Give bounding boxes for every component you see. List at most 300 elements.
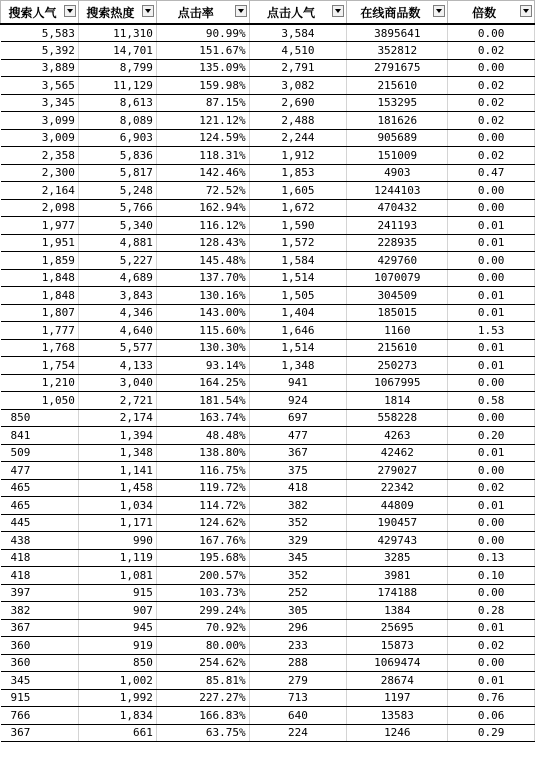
table-row [1,234,535,252]
cell-search-popularity[interactable]: 766 [1,707,79,725]
cell-click-popularity[interactable]: 367 [249,444,347,462]
cell-search-popularity[interactable]: 5,583 [1,24,79,42]
cell-multiple[interactable]: 0.00 [448,59,535,77]
cell-search-popularity[interactable]: 465 [1,497,79,515]
cell-click-popularity[interactable]: 3,082 [249,77,347,95]
cell-online-products[interactable]: 1197 [347,689,448,707]
cell-online-products[interactable]: 250273 [347,357,448,375]
table-row [1,462,535,480]
cell-search-heat[interactable]: 11,310 [78,24,156,42]
cell-click-rate[interactable]: 90.99% [156,24,249,42]
cell-search-popularity[interactable]: 2,300 [1,164,79,182]
column-header-label: 点击率 [177,5,214,20]
cell-search-popularity[interactable]: 360 [1,637,79,655]
cell-online-products[interactable]: 215610 [347,339,448,357]
filter-dropdown-icon[interactable] [520,5,532,17]
cell-search-popularity[interactable]: 841 [1,427,79,445]
column-header-label: 搜索热度 [86,5,135,20]
table-row [1,24,535,42]
cell-click-rate[interactable]: 166.83% [156,707,249,725]
cell-search-popularity[interactable]: 1,777 [1,322,79,340]
cell-click-rate[interactable]: 85.81% [156,672,249,690]
cell-online-products[interactable]: 304509 [347,287,448,305]
table-row [1,514,535,532]
cell-search-heat[interactable]: 1,119 [78,549,156,567]
cell-search-popularity[interactable]: 5,392 [1,42,79,60]
table-row [1,497,535,515]
cell-click-rate[interactable]: 114.72% [156,497,249,515]
cell-click-rate[interactable]: 121.12% [156,112,249,130]
table-row [1,77,535,95]
cell-multiple[interactable]: 0.00 [448,514,535,532]
table-body [1,24,535,742]
table-row [1,59,535,77]
cell-click-rate[interactable]: 142.46% [156,164,249,182]
cell-search-popularity[interactable]: 3,009 [1,129,79,147]
cell-search-popularity[interactable]: 1,768 [1,339,79,357]
cell-click-rate[interactable]: 93.14% [156,357,249,375]
cell-search-heat[interactable]: 5,577 [78,339,156,357]
cell-click-rate[interactable]: 80.00% [156,637,249,655]
cell-online-products[interactable]: 185015 [347,304,448,322]
cell-search-heat[interactable]: 1,992 [78,689,156,707]
cell-click-popularity[interactable]: 329 [249,532,347,550]
cell-online-products[interactable]: 3285 [347,549,448,567]
cell-multiple[interactable]: 0.01 [448,304,535,322]
table-row [1,567,535,585]
cell-multiple[interactable]: 0.00 [448,374,535,392]
cell-click-popularity[interactable]: 2,488 [249,112,347,130]
cell-multiple[interactable]: 0.01 [448,672,535,690]
cell-online-products[interactable]: 190457 [347,514,448,532]
cell-multiple[interactable]: 0.01 [448,444,535,462]
cell-online-products[interactable]: 42462 [347,444,448,462]
cell-search-heat[interactable]: 1,141 [78,462,156,480]
cell-online-products[interactable]: 905689 [347,129,448,147]
cell-multiple[interactable]: 0.06 [448,707,535,725]
table-row [1,357,535,375]
cell-search-heat[interactable]: 661 [78,724,156,742]
cell-multiple[interactable]: 0.02 [448,479,535,497]
table-row [1,304,535,322]
table-row [1,42,535,60]
column-header-search-popularity[interactable] [1,1,79,25]
column-header-label: 点击人气 [266,5,315,20]
cell-search-heat[interactable]: 5,836 [78,147,156,165]
cell-search-popularity[interactable]: 360 [1,654,79,672]
cell-click-rate[interactable]: 195.68% [156,549,249,567]
cell-multiple[interactable]: 0.20 [448,427,535,445]
cell-search-popularity[interactable]: 445 [1,514,79,532]
cell-search-heat[interactable]: 1,002 [78,672,156,690]
cell-click-popularity[interactable]: 224 [249,724,347,742]
cell-online-products[interactable]: 151009 [347,147,448,165]
cell-click-rate[interactable]: 124.59% [156,129,249,147]
cell-multiple[interactable]: 0.00 [448,24,535,42]
cell-click-rate[interactable]: 254.62% [156,654,249,672]
cell-online-products[interactable]: 1069474 [347,654,448,672]
cell-multiple[interactable]: 1.53 [448,322,535,340]
cell-online-products[interactable]: 1160 [347,322,448,340]
cell-online-products[interactable]: 28674 [347,672,448,690]
cell-multiple[interactable]: 0.01 [448,619,535,637]
cell-search-heat[interactable]: 1,034 [78,497,156,515]
cell-search-heat[interactable]: 8,613 [78,94,156,112]
cell-click-popularity[interactable]: 1,404 [249,304,347,322]
cell-multiple[interactable]: 0.01 [448,217,535,235]
cell-click-rate[interactable]: 48.48% [156,427,249,445]
cell-click-rate[interactable]: 70.92% [156,619,249,637]
cell-multiple[interactable]: 0.02 [448,77,535,95]
table-row [1,182,535,200]
table-row [1,549,535,567]
cell-click-popularity[interactable]: 477 [249,427,347,445]
cell-click-rate[interactable]: 130.16% [156,287,249,305]
cell-click-rate[interactable]: 130.30% [156,339,249,357]
cell-search-popularity[interactable]: 1,050 [1,392,79,410]
cell-search-heat[interactable]: 5,227 [78,252,156,270]
column-header-click-popularity[interactable] [249,1,347,25]
cell-click-popularity[interactable]: 2,244 [249,129,347,147]
cell-search-popularity[interactable]: 397 [1,584,79,602]
cell-multiple[interactable]: 0.00 [448,182,535,200]
cell-online-products[interactable]: 1244103 [347,182,448,200]
header-row [1,1,535,25]
cell-search-heat[interactable]: 8,089 [78,112,156,130]
table-row [1,374,535,392]
table-row [1,129,535,147]
cell-click-popularity[interactable]: 352 [249,567,347,585]
cell-click-popularity[interactable]: 1,590 [249,217,347,235]
cell-click-rate[interactable]: 63.75% [156,724,249,742]
cell-search-popularity[interactable]: 1,848 [1,269,79,287]
cell-multiple[interactable]: 0.01 [448,234,535,252]
cell-click-popularity[interactable]: 382 [249,497,347,515]
cell-search-heat[interactable]: 1,834 [78,707,156,725]
column-header-label: 搜索人气 [8,5,57,20]
cell-multiple[interactable]: 0.00 [448,654,535,672]
column-header-multiple[interactable] [448,1,535,25]
cell-click-rate[interactable]: 138.80% [156,444,249,462]
cell-online-products[interactable]: 1070079 [347,269,448,287]
cell-search-heat[interactable]: 4,640 [78,322,156,340]
cell-online-products[interactable]: 2791675 [347,59,448,77]
cell-search-heat[interactable]: 3,040 [78,374,156,392]
filter-dropdown-icon[interactable] [64,5,76,17]
cell-search-popularity[interactable]: 1,807 [1,304,79,322]
cell-click-rate[interactable]: 159.98% [156,77,249,95]
cell-multiple[interactable]: 0.00 [448,584,535,602]
cell-multiple[interactable]: 0.00 [448,532,535,550]
cell-online-products[interactable]: 352812 [347,42,448,60]
cell-online-products[interactable]: 1814 [347,392,448,410]
cell-search-popularity[interactable]: 438 [1,532,79,550]
cell-search-popularity[interactable]: 2,098 [1,199,79,217]
cell-multiple[interactable]: 0.02 [448,147,535,165]
cell-search-popularity[interactable]: 3,565 [1,77,79,95]
cell-multiple[interactable]: 0.58 [448,392,535,410]
cell-click-popularity[interactable]: 640 [249,707,347,725]
cell-click-rate[interactable]: 145.48% [156,252,249,270]
cell-click-popularity[interactable]: 1,584 [249,252,347,270]
cell-click-popularity[interactable]: 1,348 [249,357,347,375]
cell-online-products[interactable]: 25695 [347,619,448,637]
cell-click-popularity[interactable]: 252 [249,584,347,602]
cell-search-popularity[interactable]: 2,164 [1,182,79,200]
table-row [1,252,535,270]
cell-click-popularity[interactable]: 352 [249,514,347,532]
cell-multiple[interactable]: 0.02 [448,637,535,655]
filter-dropdown-icon[interactable] [433,5,445,17]
table-row [1,619,535,637]
cell-click-popularity[interactable]: 1,514 [249,269,347,287]
cell-click-popularity[interactable]: 1,605 [249,182,347,200]
table-row [1,672,535,690]
filter-dropdown-icon[interactable] [235,5,247,17]
cell-click-popularity[interactable]: 233 [249,637,347,655]
cell-click-popularity[interactable]: 375 [249,462,347,480]
cell-online-products[interactable]: 429760 [347,252,448,270]
cell-click-popularity[interactable]: 1,572 [249,234,347,252]
cell-search-heat[interactable]: 915 [78,584,156,602]
cell-online-products[interactable]: 241193 [347,217,448,235]
cell-online-products[interactable]: 13583 [347,707,448,725]
table-row [1,147,535,165]
cell-multiple[interactable]: 0.28 [448,602,535,620]
cell-search-popularity[interactable]: 367 [1,619,79,637]
cell-click-rate[interactable]: 116.12% [156,217,249,235]
cell-search-heat[interactable]: 3,843 [78,287,156,305]
table-row [1,217,535,235]
cell-search-heat[interactable]: 5,248 [78,182,156,200]
cell-online-products[interactable]: 181626 [347,112,448,130]
cell-online-products[interactable]: 153295 [347,94,448,112]
cell-multiple[interactable]: 0.02 [448,94,535,112]
cell-search-heat[interactable]: 1,348 [78,444,156,462]
cell-multiple[interactable]: 0.01 [448,497,535,515]
cell-click-rate[interactable]: 72.52% [156,182,249,200]
cell-online-products[interactable]: 15873 [347,637,448,655]
cell-search-heat[interactable]: 5,340 [78,217,156,235]
cell-multiple[interactable]: 0.10 [448,567,535,585]
cell-multiple[interactable]: 0.01 [448,357,535,375]
cell-click-popularity[interactable]: 924 [249,392,347,410]
cell-click-rate[interactable]: 162.94% [156,199,249,217]
cell-click-popularity[interactable]: 1,672 [249,199,347,217]
cell-online-products[interactable]: 1246 [347,724,448,742]
cell-click-popularity[interactable]: 713 [249,689,347,707]
cell-search-heat[interactable]: 907 [78,602,156,620]
cell-click-rate[interactable]: 137.70% [156,269,249,287]
cell-multiple[interactable]: 0.00 [448,252,535,270]
cell-search-popularity[interactable]: 509 [1,444,79,462]
cell-search-heat[interactable]: 1,171 [78,514,156,532]
cell-search-popularity[interactable]: 1,754 [1,357,79,375]
table-row [1,654,535,672]
cell-click-rate[interactable]: 124.62% [156,514,249,532]
cell-search-popularity[interactable]: 418 [1,567,79,585]
cell-click-popularity[interactable]: 288 [249,654,347,672]
table-row [1,707,535,725]
table-row [1,392,535,410]
cell-online-products[interactable]: 558228 [347,409,448,427]
cell-multiple[interactable]: 0.00 [448,409,535,427]
cell-click-rate[interactable]: 103.73% [156,584,249,602]
table-row [1,637,535,655]
cell-search-heat[interactable]: 4,133 [78,357,156,375]
cell-click-rate[interactable]: 151.67% [156,42,249,60]
cell-click-rate[interactable]: 143.00% [156,304,249,322]
cell-click-rate[interactable]: 87.15% [156,94,249,112]
cell-search-popularity[interactable]: 382 [1,602,79,620]
cell-search-popularity[interactable]: 3,889 [1,59,79,77]
cell-click-popularity[interactable]: 3,584 [249,24,347,42]
table-row [1,532,535,550]
cell-search-heat[interactable]: 6,903 [78,129,156,147]
cell-multiple[interactable]: 0.02 [448,42,535,60]
cell-online-products[interactable]: 1067995 [347,374,448,392]
cell-click-popularity[interactable]: 345 [249,549,347,567]
cell-online-products[interactable]: 279027 [347,462,448,480]
cell-search-popularity[interactable]: 1,210 [1,374,79,392]
cell-click-popularity[interactable]: 1,853 [249,164,347,182]
cell-online-products[interactable]: 470432 [347,199,448,217]
cell-search-popularity[interactable]: 850 [1,409,79,427]
table-row [1,94,535,112]
table-row [1,689,535,707]
cell-search-popularity[interactable]: 3,345 [1,94,79,112]
cell-search-heat[interactable]: 850 [78,654,156,672]
cell-click-rate[interactable]: 135.09% [156,59,249,77]
cell-search-heat[interactable]: 4,346 [78,304,156,322]
table-row [1,322,535,340]
cell-online-products[interactable]: 174188 [347,584,448,602]
table-row [1,199,535,217]
filter-dropdown-icon[interactable] [332,5,344,17]
cell-search-popularity[interactable]: 345 [1,672,79,690]
cell-online-products[interactable]: 4263 [347,427,448,445]
cell-click-rate[interactable]: 227.27% [156,689,249,707]
cell-click-popularity[interactable]: 941 [249,374,347,392]
cell-online-products[interactable]: 228935 [347,234,448,252]
table-row [1,409,535,427]
cell-search-popularity[interactable]: 3,099 [1,112,79,130]
cell-search-heat[interactable]: 4,881 [78,234,156,252]
table-row [1,112,535,130]
cell-multiple[interactable]: 0.00 [448,269,535,287]
cell-click-rate[interactable]: 116.75% [156,462,249,480]
cell-search-popularity[interactable]: 2,358 [1,147,79,165]
cell-search-heat[interactable]: 4,689 [78,269,156,287]
cell-click-rate[interactable]: 181.54% [156,392,249,410]
cell-search-heat[interactable]: 1,081 [78,567,156,585]
cell-click-popularity[interactable]: 2,690 [249,94,347,112]
cell-online-products[interactable]: 215610 [347,77,448,95]
cell-search-popularity[interactable]: 1,859 [1,252,79,270]
cell-search-heat[interactable]: 8,799 [78,59,156,77]
cell-search-heat[interactable]: 919 [78,637,156,655]
cell-multiple[interactable]: 0.02 [448,112,535,130]
cell-search-popularity[interactable]: 915 [1,689,79,707]
cell-search-heat[interactable]: 11,129 [78,77,156,95]
cell-click-rate[interactable]: 119.72% [156,479,249,497]
table-row [1,724,535,742]
cell-click-popularity[interactable]: 1,514 [249,339,347,357]
cell-click-popularity[interactable]: 279 [249,672,347,690]
cell-multiple[interactable]: 0.00 [448,129,535,147]
filter-dropdown-icon[interactable] [142,5,154,17]
cell-multiple[interactable]: 0.00 [448,462,535,480]
cell-online-products[interactable]: 44809 [347,497,448,515]
cell-search-heat[interactable]: 2,174 [78,409,156,427]
cell-click-rate[interactable]: 163.74% [156,409,249,427]
cell-click-popularity[interactable]: 697 [249,409,347,427]
table-row [1,339,535,357]
column-header-label: 在线商品数 [360,5,421,20]
cell-multiple[interactable]: 0.00 [448,199,535,217]
cell-click-popularity[interactable]: 1,505 [249,287,347,305]
cell-click-rate[interactable]: 299.24% [156,602,249,620]
cell-click-popularity[interactable]: 4,510 [249,42,347,60]
cell-multiple[interactable]: 0.76 [448,689,535,707]
cell-search-heat[interactable]: 14,701 [78,42,156,60]
cell-multiple[interactable]: 0.29 [448,724,535,742]
cell-click-popularity[interactable]: 2,791 [249,59,347,77]
cell-multiple[interactable]: 0.47 [448,164,535,182]
cell-search-heat[interactable]: 5,817 [78,164,156,182]
cell-online-products[interactable]: 429743 [347,532,448,550]
column-header-label: 倍数 [472,5,497,20]
cell-search-heat[interactable]: 5,766 [78,199,156,217]
cell-click-rate[interactable]: 115.60% [156,322,249,340]
cell-online-products[interactable]: 3895641 [347,24,448,42]
cell-search-heat[interactable]: 945 [78,619,156,637]
cell-online-products[interactable]: 4903 [347,164,448,182]
cell-online-products[interactable]: 3981 [347,567,448,585]
cell-search-popularity[interactable]: 1,977 [1,217,79,235]
cell-click-popularity[interactable]: 1,912 [249,147,347,165]
cell-click-popularity[interactable]: 1,646 [249,322,347,340]
cell-search-popularity[interactable]: 465 [1,479,79,497]
cell-search-popularity[interactable]: 1,848 [1,287,79,305]
cell-click-rate[interactable]: 167.76% [156,532,249,550]
cell-multiple[interactable]: 0.01 [448,287,535,305]
cell-online-products[interactable]: 1384 [347,602,448,620]
cell-search-heat[interactable]: 1,458 [78,479,156,497]
cell-search-popularity[interactable]: 1,951 [1,234,79,252]
column-header-online-products[interactable] [347,1,448,25]
cell-click-popularity[interactable]: 296 [249,619,347,637]
cell-search-popularity[interactable]: 418 [1,549,79,567]
cell-click-popularity[interactable]: 418 [249,479,347,497]
column-header-click-rate[interactable] [156,1,249,25]
cell-search-heat[interactable]: 2,721 [78,392,156,410]
cell-search-popularity[interactable]: 367 [1,724,79,742]
cell-click-popularity[interactable]: 305 [249,602,347,620]
column-header-search-heat[interactable] [78,1,156,25]
cell-multiple[interactable]: 0.01 [448,339,535,357]
cell-online-products[interactable]: 22342 [347,479,448,497]
cell-click-rate[interactable]: 128.43% [156,234,249,252]
cell-click-rate[interactable]: 164.25% [156,374,249,392]
cell-multiple[interactable]: 0.13 [448,549,535,567]
cell-search-heat[interactable]: 990 [78,532,156,550]
cell-click-rate[interactable]: 118.31% [156,147,249,165]
cell-search-popularity[interactable]: 477 [1,462,79,480]
cell-click-rate[interactable]: 200.57% [156,567,249,585]
table-row [1,584,535,602]
cell-search-heat[interactable]: 1,394 [78,427,156,445]
